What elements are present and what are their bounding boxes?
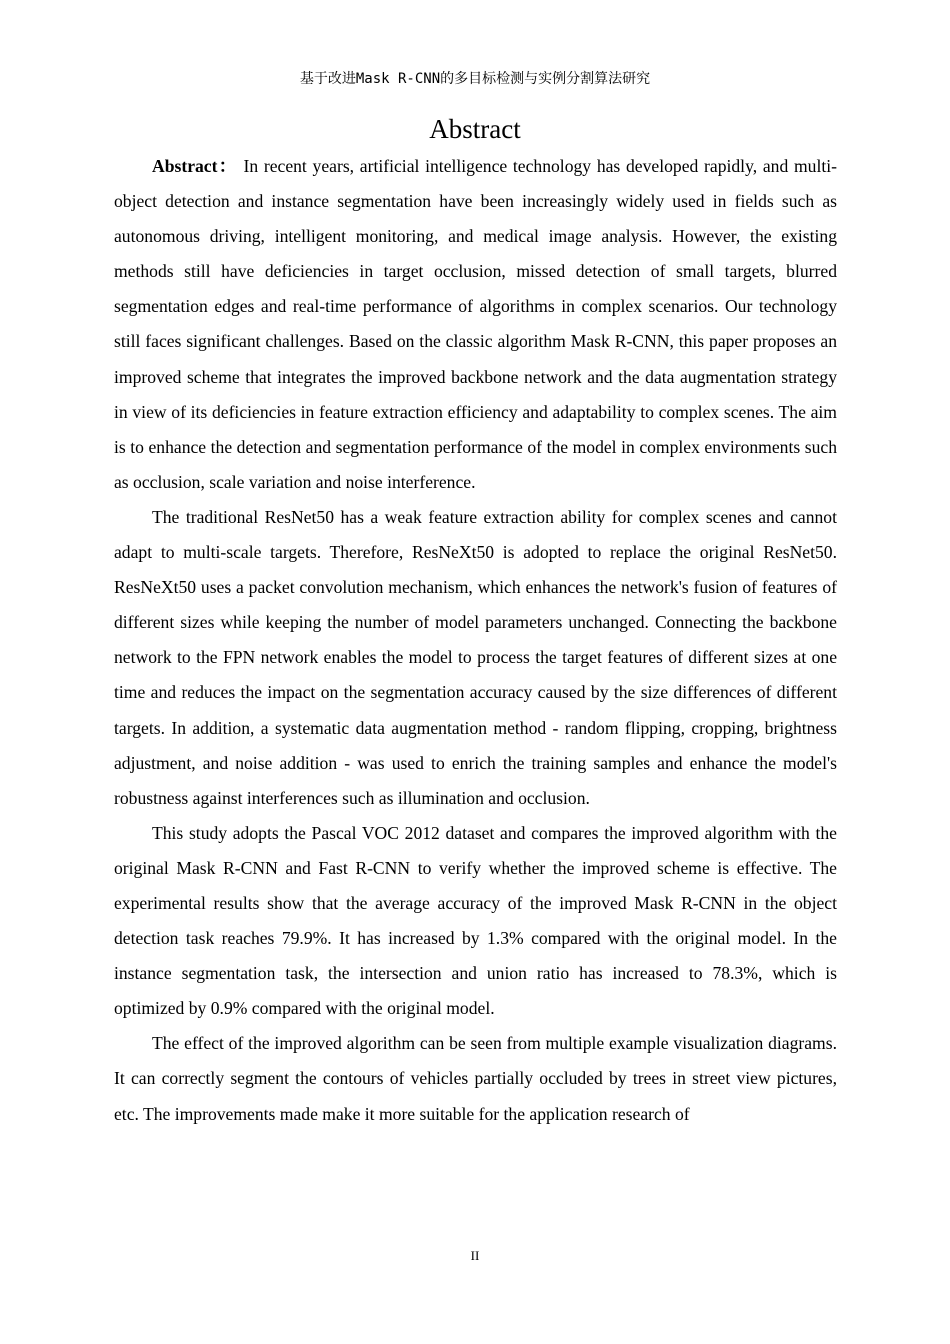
abstract-paragraph-3: This study adopts the Pascal VOC 2012 dataset and compares the improved algorithm with the original Mask R-CNN and Fast R-CNN to verify whether the improved scheme is effective. The experimental results show that the average accuracy of the improved Mask R-CNN in the object detection task reaches 79.9%. It has increased by 1.3% compared with the original model. In the instance segmentation task, the intersection and union ratio has increased to 78.3%, which is optimized by 0.9% compared with the original model. [114, 822, 837, 1019]
abstract-paragraph-1-text: In recent years, artificial intelligence technology has developed rapidly, and multi-object detection and instance segmentation have been increasingly widely used in fields such as autonomous driving, intelligent monitoring, and medical image analysis. However, the existing methods still have deficiencies in target occlusion, missed detection of small targets, blurred segmentation edges and real-time performance of algorithms in complex scenarios. Our technology still faces significant challenges. Based on the classic algorithm Mask R-CNN, this paper proposes an improved scheme that integrates the improved backbone network and the data augmentation strategy in view of its deficiencies in feature extraction efficiency and adaptability to complex scenes. The aim is to enhance the detection and segmentation performance of the model in complex environments such as occlusion, scale variation and noise interference. [114, 156, 837, 492]
abstract-body [114, 149, 837, 1132]
abstract-paragraph-2: The traditional ResNet50 has a weak feature extraction ability for complex scenes and cannot adapt to multi-scale targets. Therefore, ResNeXt50 is adopted to replace the original ResNet50. ResNeXt50 uses a packet convolution mechanism, which enhances the network's fusion of features of different sizes while keeping the number of model parameters unchanged. Connecting the backbone network to the FPN network enables the model to process the target features of different sizes at one time and reduces the impact on the segmentation accuracy caused by the size differences of different targets. In addition, a systematic data augmentation method - random flipping, cropping, brightness adjustment, and noise addition - was used to enrich the training samples and enhance the model's robustness against interferences such as illumination and occlusion. [114, 506, 837, 808]
running-header: 基于改进Mask R-CNN的多目标检测与实例分割算法研究 [299, 71, 651, 87]
abstract-heading: Abstract [429, 114, 521, 144]
abstract-label: Abstract： [152, 156, 238, 176]
page-number: II [470, 1248, 480, 1263]
abstract-paragraph-1 [114, 149, 837, 500]
abstract-paragraph-4: The effect of the improved algorithm can be seen from multiple example visualization diagrams. It can correctly segment the contours of vehicles partially occluded by trees in street view pictures, etc. The improvements made make it more suitable for the application research of [114, 1033, 837, 1124]
